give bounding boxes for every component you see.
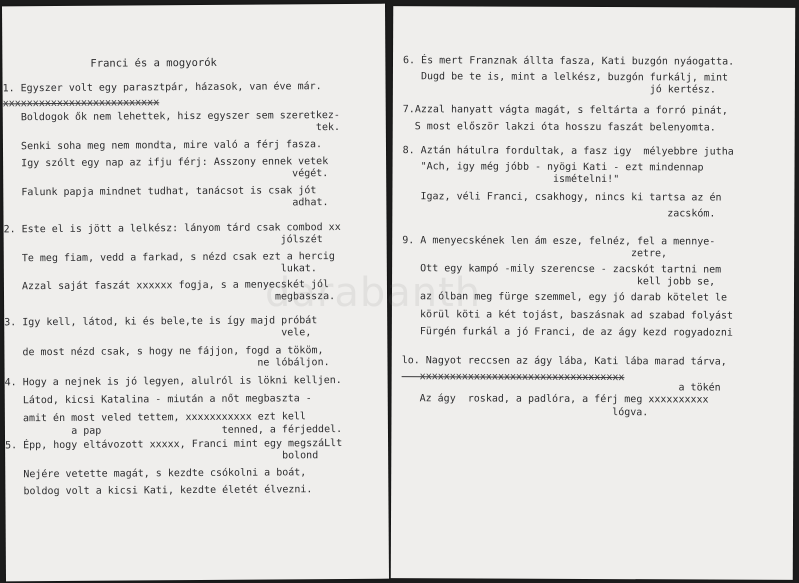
text-line: Az ágy roskad, a padlóra, a férj meg xxxxxxxxxx [401, 393, 709, 406]
text-line: kell jobb se, [402, 275, 716, 288]
text-line: megbassza. [4, 291, 336, 305]
text-line: 6. És mert Franznak állta fasza, Kati buzgón nyáogatta. [402, 55, 735, 68]
text-line: Fürgén furkál a jó Franci, de az ágy kezd rogyadozni [401, 326, 733, 339]
text-line: lukat. [3, 263, 317, 277]
text-line: lógva. [401, 406, 649, 419]
text-line: Te meg fiam, vedd a farkad, s nézd csak ezt a hercig [3, 251, 335, 265]
text-line: 3. Igy kell, látod, ki és bele,te is így majd próbát [4, 315, 318, 329]
text-line: végét. [3, 168, 329, 182]
text-line: de most nézd csak, s hogy ne fájjon, fogd a tököm, [4, 345, 324, 359]
text-line: vele, [4, 327, 312, 341]
text-line: Boldogok ők nem lehettek, hisz egyszer sem szeretkez- [2, 109, 340, 124]
text-line: Ott egy kampó -mily szerencse - zacskót tartni nem [402, 263, 722, 276]
poem-title: Franci és a mogyorók [90, 56, 217, 70]
text-line: Látod, kicsi Katalina - miután a nőt megbaszta - [4, 393, 312, 407]
text-line: amit én most veled tettem, xxxxxxxxxxx ezt kell [4, 411, 306, 425]
text-line: 2. Este el is jött a lelkész: lányom tárd csak combod xx [3, 221, 341, 236]
text-line: zetre, [402, 247, 668, 260]
text-line: zacskóm. [402, 207, 716, 220]
text-line: a pap tenned, a férjeddel. [4, 423, 343, 438]
left-page [2, 4, 389, 582]
text-line: Dugd be te is, mint a lelkész, buzgón furkálj, mint [402, 71, 729, 84]
text-line: Azzal saját faszát xxxxxx fogja, s a menyecskét jól [3, 279, 330, 293]
text-line: boldog volt a kicsi Kati, kezdte életét élvezni. [5, 484, 313, 498]
text-line: Igy szólt egy nap az ifju férj: Asszony ennek vetek [3, 156, 329, 170]
text-line: az ólban meg fürge szemmel, egy jó darab kötelet le [401, 291, 728, 304]
text-line: tek. [2, 121, 341, 136]
text-line: ne lóbáljon. [4, 357, 330, 371]
text-line: körül köti a két tojást, baszásnak ad szabad folyást [401, 309, 734, 322]
text-line: jó kertész. [402, 83, 716, 96]
text-line: Igaz, véli Franci, csakhogy, nincs ki tartsa az én [402, 191, 722, 204]
text-line: 9. A menyecskének len ám esze, felnéz, fel a mennye- [402, 235, 716, 248]
text-line: S most először lakzi óta hosszu faszát belenyomta. [402, 121, 716, 134]
text-line: Falunk papja mindnet tudhat, tanácsot is csak jót [3, 185, 317, 199]
text-line: jólszét [3, 234, 323, 248]
text-line: 5. Épp, hogy eltávozott xxxxx, Franci mint egy megszáLlt [5, 437, 343, 452]
struck-line: xxxxxxxxxxxxxxxxxxxxxxxxxx [2, 97, 160, 110]
text-line: 8. Aztán hátulra fordultak, a fasz igy mélyebbre jutha [402, 145, 734, 158]
text-line: bolond [5, 450, 319, 464]
text-line: lo. Nagyot reccsen az ágy lába, Kati lába marad tárva, [401, 355, 727, 368]
text-line: 1. Egyszer volt egy parasztpár, házasok, van éve már. [2, 81, 322, 95]
right-page [391, 6, 795, 580]
text-line: 7.Azzal hanyatt vágta magát, s feltárta a forró pinát, [402, 104, 728, 117]
struck-line: xxxxxxxxxxxxxxxxxxxxxxxxxxxxxxxxxx [401, 371, 625, 384]
text-line: ismételni!" [402, 173, 620, 186]
text-line: 4. Hogy a nejnek is jó legyen, alulról is lökni kelljen. [4, 374, 342, 389]
text-line: adhat. [3, 197, 329, 211]
text-line: a tökén [401, 381, 721, 394]
text-line: "Ach, igy még jóbb - nyögi Kati - ezt mindennap [402, 161, 704, 174]
text-line: Nejére vetette magát, s kezdte csókolni a boát, [5, 467, 307, 481]
text-line: Senki soha meg nem mondta, mire való a férj fasza. [2, 139, 323, 153]
